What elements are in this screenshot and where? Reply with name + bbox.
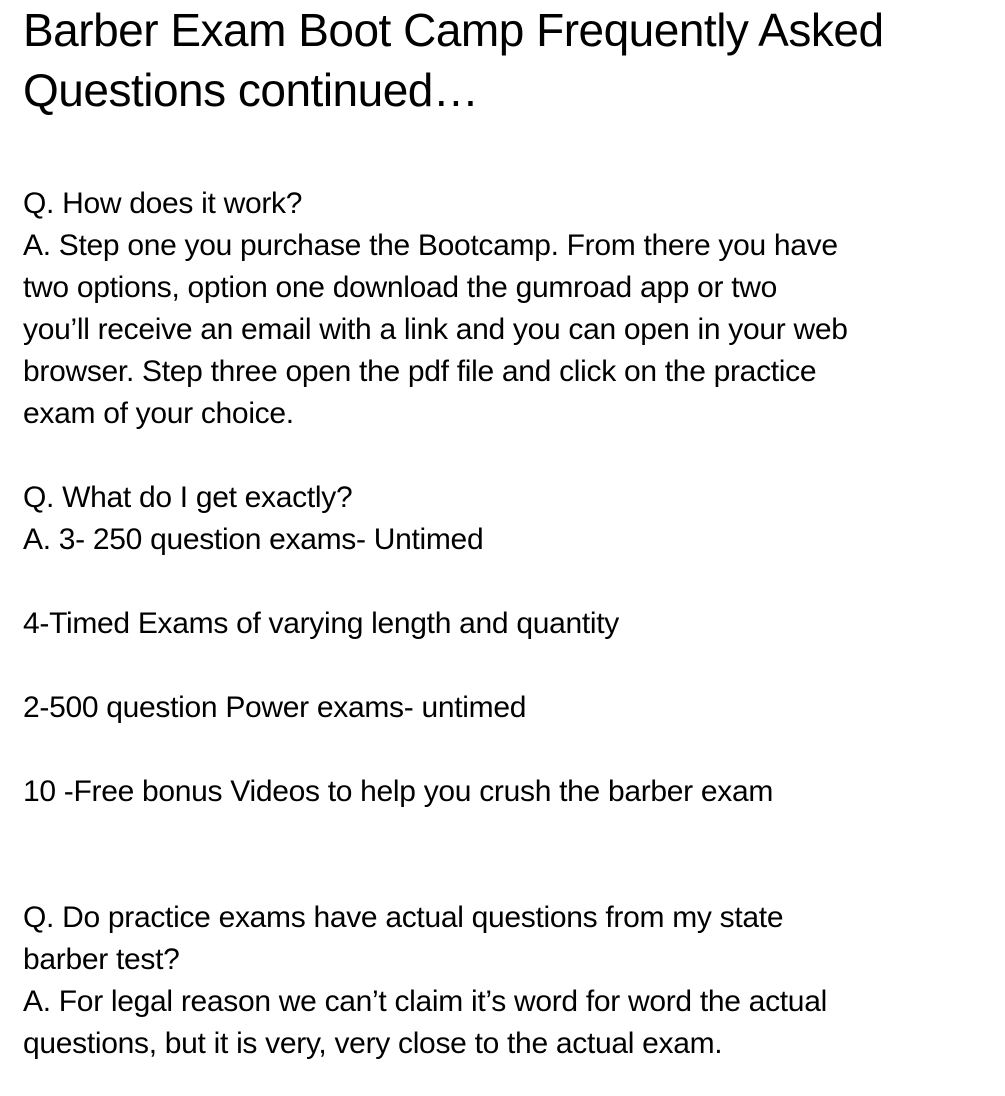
included-item-timed-exams (23, 603, 987, 645)
faq-answer-line: exam of your choice. (23, 397, 294, 430)
page-title (23, 0, 987, 120)
included-item-text: 4-Timed Exams of varying length and quantity (23, 607, 619, 640)
faq-question-line: Q. Do practice exams have actual questions from my state (23, 901, 784, 934)
faq-answer-line: you’ll receive an email with a link and you can open in your web (23, 313, 848, 346)
faq-answer-line: A. For legal reason we can’t claim it’s word for word the actual (23, 985, 827, 1018)
faq-what-you-get (23, 477, 987, 561)
page-title-line-2: Questions continued… (23, 64, 479, 116)
included-item-text: 2-500 question Power exams- untimed (23, 691, 527, 724)
faq-answer-line: questions, but it is very, very close to the actual exam. (23, 1027, 723, 1060)
included-item-bonus-videos (23, 771, 987, 813)
page-title-line-1: Barber Exam Boot Camp Frequently Asked (23, 4, 884, 56)
faq-question: Q. What do I get exactly? (23, 481, 353, 514)
faq-answer-line: A. 3- 250 question exams- Untimed (23, 523, 484, 556)
faq-answer-line: browser. Step three open the pdf file and click on the practice (23, 355, 817, 388)
included-item-text: 10 -Free bonus Videos to help you crush the barber exam (23, 775, 774, 808)
faq-answer-line: two options, option one download the gumroad app or two (23, 271, 778, 304)
faq-answer-line: A. Step one you purchase the Bootcamp. From there you have (23, 229, 838, 262)
faq-question: Q. How does it work? (23, 187, 303, 220)
faq-actual-questions (23, 897, 987, 1065)
faq-question-line: barber test? (23, 943, 180, 976)
faq-how-it-works (23, 183, 987, 435)
included-item-power-exams (23, 687, 987, 729)
